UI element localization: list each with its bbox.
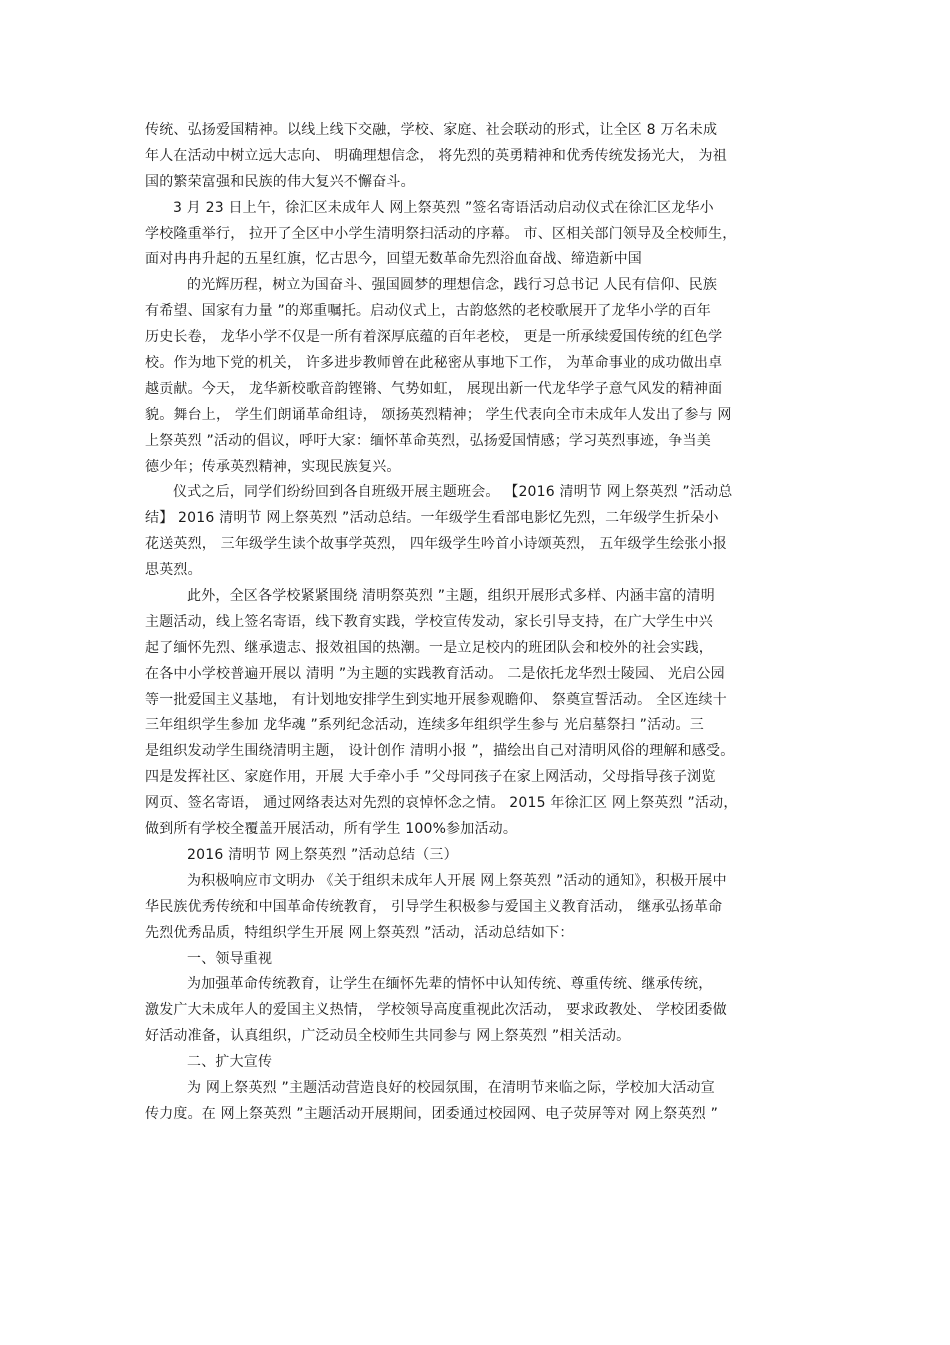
text-line: 在各中小学校普遍开展以 清明 ”为主题的实践教育活动。 二是依托龙华烈士陵园、 光启公园 <box>145 665 725 682</box>
text-line: 起了缅怀先烈、继承遗志、报效祖国的热潮。一是立足校内的班团队会和校外的社会实践， <box>145 639 713 656</box>
text-line: 主题活动，线上签名寄语，线下教育实践，学校宣传发动，家长引导支持，在广大学生中兴 <box>145 613 713 630</box>
text-line: 网页、签名寄语， 通过网络表达对先烈的哀悼怀念之情。 2015 年徐汇区 网上祭英烈 ”活动， <box>145 795 738 812</box>
text-line: 的光辉历程，树立为国奋斗、强国圆梦的理想信念，践行习总书记 人民有信仰、民族 <box>187 277 718 294</box>
text-line: 学校隆重举行， 拉开了全区中小学生清明祭扫活动的序幕。 市、区相关部门领导及全校师生， <box>145 225 737 242</box>
text-line: 校。作为地下党的机关， 许多进步教师曾在此秘密从事地下工作， 为革命事业的成功做出卓 <box>145 355 723 372</box>
text-line: 面对冉冉升起的五星红旗，忆古思今，回望无数革命先烈浴血奋战、缔造新中国 <box>145 251 642 268</box>
text-line: 历史长卷， 龙华小学不仅是一所有着深厚底蕴的百年老校， 更是一所承续爱国传统的红色学 <box>145 329 723 346</box>
text-line: 做到所有学校全覆盖开展活动，所有学生 100%参加活动。 <box>145 821 518 838</box>
text-line: 华民族优秀传统和中国革命传统教育， 引导学生积极参与爱国主义教育活动， 继承弘扬革命 <box>145 898 723 915</box>
text-line: 越贡献。今天， 龙华新校歌音韵铿锵、气势如虹， 展现出新一代龙华学子意气风发的精神面 <box>145 380 723 397</box>
text-line: 花送英烈， 三年级学生读个故事学英烈， 四年级学生吟首小诗颂英烈， 五年级学生绘张小报 <box>145 536 727 553</box>
text-line: 思英烈。 <box>145 562 202 579</box>
text-line: 2016 清明节 网上祭英烈 ”活动总结（三） <box>187 846 458 863</box>
text-line: 好活动准备，认真组织，广泛动员全校师生共同参与 网上祭英烈 ”相关活动。 <box>145 1028 631 1045</box>
text-line: 国的繁荣富强和民族的伟大复兴不懈奋斗。 <box>145 173 415 190</box>
text-line: 为加强革命传统教育，让学生在缅怀先辈的情怀中认知传统、尊重传统、继承传统， <box>187 976 713 993</box>
text-line: 一、领导重视 <box>187 950 273 967</box>
text-line: 四是发挥社区、家庭作用，开展 大手牵小手 ”父母同孩子在家上网活动，父母指导孩子浏览 <box>145 769 716 786</box>
text-line: 貌。舞台上， 学生们朗诵革命组诗， 颂扬英烈精神； 学生代表向全市未成年人发出了参与 网 <box>145 406 732 423</box>
document-body <box>145 118 810 1128</box>
text-line: 是组织发动学生围绕清明主题， 设计创作 清明小报 ”，描绘出自己对清明风俗的理解和感受。 <box>145 743 735 760</box>
text-line: 激发广大未成年人的爱国主义热情， 学校领导高度重视此次活动， 要求政教处、 学校团委做 <box>145 1002 727 1019</box>
text-line: 仪式之后，同学们纷纷回到各自班级开展主题班会。 【2016 清明节 网上祭英烈 ”活动总 <box>173 484 733 501</box>
text-line: 上祭英烈 ”活动的倡议，呼吁大家：缅怀革命英烈，弘扬爱国情感；学习英烈事迹，争当美 <box>145 432 711 449</box>
text-line: 二、扩大宣传 <box>187 1054 273 1071</box>
text-line: 传统、弘扬爱国精神。以线上线下交融，学校、家庭、社会联动的形式，让全区 8 万名未成 <box>145 122 718 138</box>
text-line: 3 月 23 日上午，徐汇区未成年人 网上祭英烈 ”签名寄语活动启动仪式在徐汇区龙华小 <box>173 199 714 216</box>
text-line: 为积极响应市文明办 《关于组织未成年人开展 网上祭英烈 ”活动的通知》，积极开展中 <box>187 872 727 889</box>
text-line: 年人在活动中树立远大志向、 明确理想信念， 将先烈的英勇精神和优秀传统发扬光大， 为祖 <box>145 147 727 164</box>
text-line: 为 网上祭英烈 ”主题活动营造良好的校园氛围，在清明节来临之际，学校加大活动宣 <box>187 1079 715 1096</box>
text-line: 三年组织学生参加 龙华魂 ”系列纪念活动，连续多年组织学生参与 光启墓祭扫 ”活动。三 <box>145 717 704 734</box>
text-line: 传力度。在 网上祭英烈 ”主题活动开展期间，团委通过校园网、电子荧屏等对 网上祭英烈 ” <box>145 1105 719 1122</box>
text-line: 结】 2016 清明节 网上祭英烈 ”活动总结。一年级学生看部电影忆先烈，二年级学生折朵小 <box>145 510 719 527</box>
text-line: 有希望、国家有力量 ”的郑重嘱托。启动仪式上，古韵悠然的老校歌展开了龙华小学的百年 <box>145 303 711 320</box>
text-line: 先烈优秀品质，特组织学生开展 网上祭英烈 ”活动，活动总结如下： <box>145 924 574 941</box>
text-line: 此外，全区各学校紧紧围绕 清明祭英烈 ”主题，组织开展形式多样、内涵丰富的清明 <box>187 588 715 605</box>
text-line: 德少年；传承英烈精神，实现民族复兴。 <box>145 458 401 475</box>
text-line: 等一批爱国主义基地， 有计划地安排学生到实地开展参观瞻仰、 祭奠宣誓活动。 全区连续十 <box>145 691 727 708</box>
